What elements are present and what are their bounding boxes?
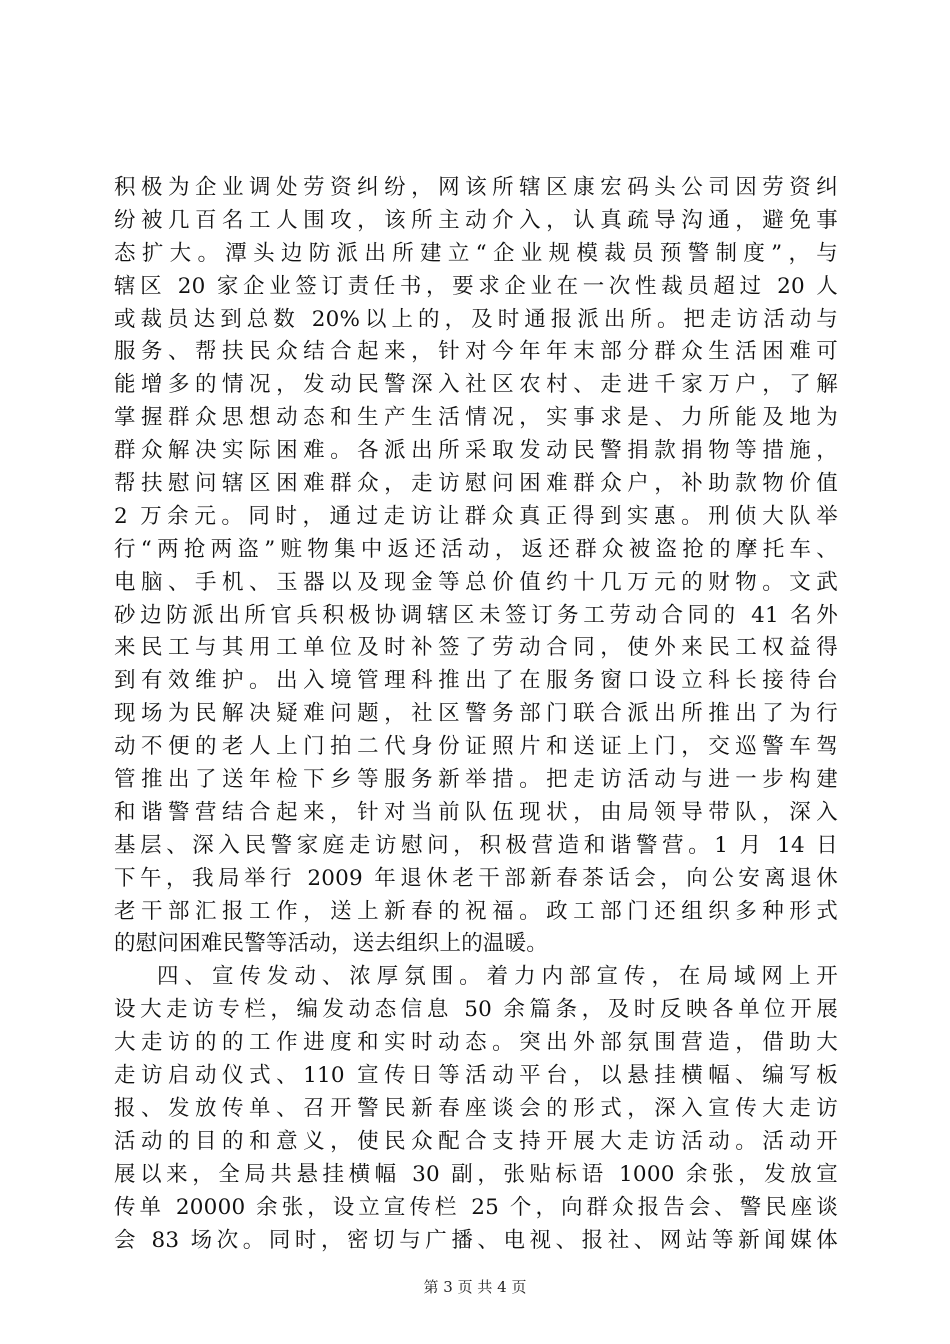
text-line: 管推出了送年检下乡等服务新举措。把走访活动与进一步构建 xyxy=(114,767,838,793)
text-line: 帮扶慰问辖区困难群众，走访慰问困难群众户，补助款物价值 xyxy=(114,471,838,497)
text-line: 老干部汇报工作，送上新春的祝福。政工部门还组织多种形式 xyxy=(114,898,838,924)
text-line: 电脑、手机、玉器以及现金等总价值约十几万元的财物。文武 xyxy=(114,569,838,595)
text-line: 掌握群众思想动态和生产生活情况，实事求是、力所能及地为 xyxy=(114,405,838,431)
text-line: 现场为民解决疑难问题，社区警务部门联合派出所推出了为行 xyxy=(114,701,838,727)
body-text xyxy=(114,172,838,1257)
text-line: 和谐警营结合起来，针对当前队伍现状，由局领导带队，深入 xyxy=(114,799,838,825)
page-number-footer: 第 3 页 共 4 页 xyxy=(423,1278,527,1296)
text-line: 能增多的情况，发动民警深入社区农村、走进千家万户，了解 xyxy=(114,372,838,398)
text-line: 下午，我局举行 2009 年退休老干部新春茶话会，向公安离退休 xyxy=(114,865,838,891)
text-line: 积极为企业调处劳资纠纷，网该所辖区康宏码头公司因劳资纠 xyxy=(114,175,838,200)
text-line: 砂边防派出所官兵积极协调辖区未签订务工劳动合同的 41 名外 xyxy=(114,602,838,628)
text-line: 报、发放传单、召开警民新春座谈会的形式，深入宣传大走访 xyxy=(114,1095,838,1121)
text-line: 辖区 20 家企业签订责任书，要求企业在一次性裁员超过 20 人 xyxy=(114,273,838,299)
text-line: 来民工与其用工单位及时补签了劳动合同，使外来民工权益得 xyxy=(114,635,838,661)
text-line: 设大走访专栏，编发动态信息 50 余篇条，及时反映各单位开展 xyxy=(114,997,838,1023)
text-line: 展以来，全局共悬挂横幅 30 副，张贴标语 1000 余张，发放宣 xyxy=(114,1161,838,1187)
text-line: 或裁员达到总数 20%以上的，及时通报派出所。把走访活动与 xyxy=(114,306,838,332)
text-line: 2 万余元。同时，通过走访让群众真正得到实惠。刑侦大队举 xyxy=(114,503,838,529)
text-line: 基层、深入民警家庭走访慰问，积极营造和谐警营。1 月 14 日 xyxy=(114,832,838,858)
text-line: 活动的目的和意义，使民众配合支持开展大走访活动。活动开 xyxy=(114,1128,838,1154)
text-line: 群众解决实际困难。各派出所采取发动民警捐款捐物等措施， xyxy=(114,438,838,464)
text-line: 动不便的老人上门拍二代身份证照片和送证上门，交巡警车驾 xyxy=(114,734,838,760)
text-line: 行“两抢两盗”赃物集中返还活动，返还群众被盗抢的摩托车、 xyxy=(114,536,838,562)
text-line: 会 83 场次。同时，密切与广播、电视、报社、网站等新闻媒体 xyxy=(114,1227,838,1253)
text-line: 大走访的的工作进度和实时动态。突出外部氛围营造，借助大 xyxy=(114,1030,838,1056)
text-line: 的慰问困难民警等活动，送去组织上的温暖。 xyxy=(114,931,549,957)
text-line: 服务、帮扶民众结合起来，针对今年年末部分群众生活困难可 xyxy=(114,339,838,365)
text-line: 态扩大。潭头边防派出所建立“企业规模裁员预警制度”，与 xyxy=(114,240,838,266)
text-line: 到有效维护。出入境管理科推出了在服务窗口设立科长接待台 xyxy=(114,668,838,694)
text-line: 走访启动仪式、110 宣传日等活动平台，以悬挂横幅、编写板 xyxy=(114,1063,838,1089)
paragraph-start-line: 四、宣传发动、浓厚氛围。着力内部宣传，在局域网上开 xyxy=(157,964,838,990)
text-line: 纷被几百名工人围攻，该所主动介入，认真疏导沟通，避免事 xyxy=(114,207,838,233)
text-line: 传单 20000 余张，设立宣传栏 25 个，向群众报告会、警民座谈 xyxy=(114,1194,838,1220)
